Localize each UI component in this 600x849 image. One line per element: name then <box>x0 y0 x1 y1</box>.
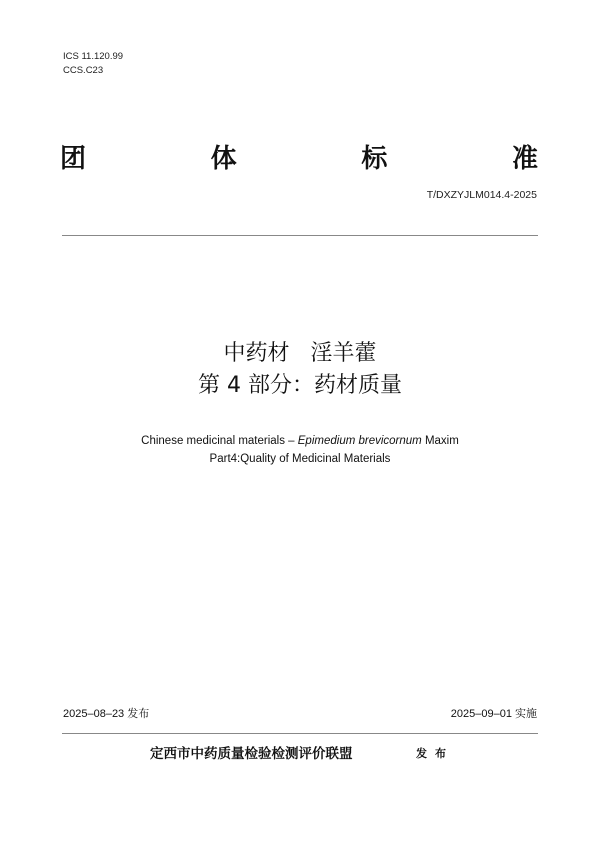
publish-label: 发布 <box>416 747 454 760</box>
standard-type-heading <box>60 138 538 175</box>
species-name: Epimedium brevicornum <box>297 435 422 447</box>
chinese-title-line-1: 中药材 淫羊藿 <box>223 341 377 366</box>
implementation-date: 2025–09–01 实施 <box>450 708 537 720</box>
publisher-name: 定西市中药质量检验检测评价联盟 <box>150 746 353 762</box>
english-title-line-1 <box>0 432 600 450</box>
standard-type-char: 体 <box>210 144 237 174</box>
standard-type-char: 标 <box>361 144 388 174</box>
english-title-suffix: Maxim <box>421 435 459 447</box>
english-title-line-2: Part4:Quality of Medicinal Materials <box>209 453 391 465</box>
english-title <box>0 432 600 468</box>
classification-codes <box>63 50 123 78</box>
chinese-title <box>0 338 600 402</box>
bottom-divider <box>62 733 538 734</box>
chinese-title-line-2: 第 4 部分：药材质量 <box>198 373 402 398</box>
ics-code: ICS 11.120.99 <box>63 51 124 62</box>
issue-date: 2025–08–23 发布 <box>63 708 150 720</box>
ccs-code: CCS.C23 <box>63 65 104 76</box>
standard-number: T/DXZYJLM014.4-2025 <box>426 189 537 201</box>
english-title-prefix: Chinese medicinal materials – <box>141 435 298 447</box>
standard-type-char: 团 <box>60 144 87 174</box>
top-divider <box>62 235 538 236</box>
standard-type-char: 准 <box>511 144 538 174</box>
